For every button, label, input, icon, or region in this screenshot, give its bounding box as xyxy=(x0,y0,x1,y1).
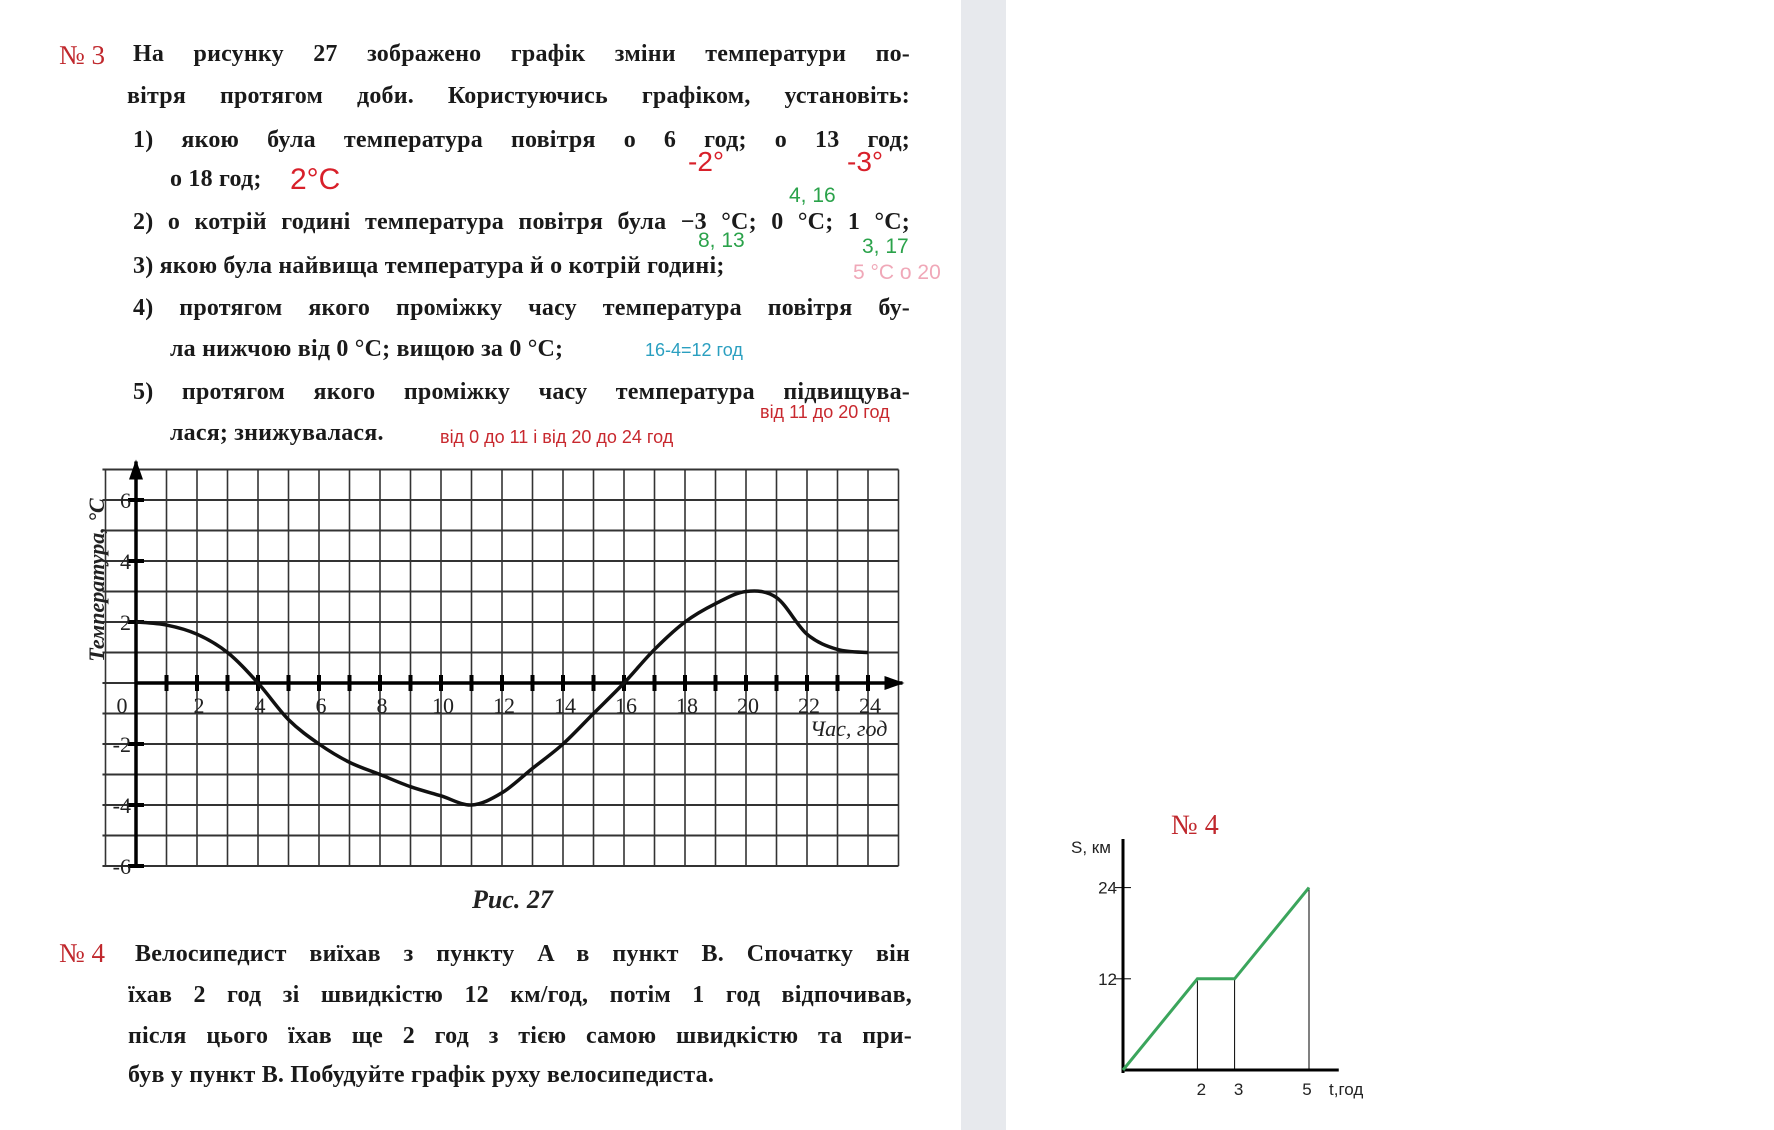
solution-4-title: № 4 xyxy=(1171,810,1219,841)
y-tick-label: 6 xyxy=(120,488,131,513)
x-axis-label: Час, год xyxy=(810,716,888,741)
x-tick-label: 20 xyxy=(737,693,759,718)
x-tick-label: 3 xyxy=(1233,1080,1244,1099)
x-tick-label: 10 xyxy=(432,693,454,718)
figure-caption: Рис. 27 xyxy=(472,885,553,914)
x-tick-label: 4 xyxy=(254,693,266,718)
problem-3-line: 1) якою була температура повітря о 6 год; о 13 год; xyxy=(133,127,910,153)
y-axis-label: S, км xyxy=(1071,838,1111,857)
answer-rising: від 11 до 20 год xyxy=(760,402,890,422)
y-tick-label: -6 xyxy=(112,854,131,879)
x-axis-label: t,год xyxy=(1329,1080,1364,1099)
y-tick-label: 12 xyxy=(1098,969,1117,989)
y-tick-label: 2 xyxy=(120,610,131,635)
answer-falling: від 0 до 11 і від 20 до 24 год xyxy=(440,427,674,447)
x-tick-label: 22 xyxy=(798,693,820,718)
problem-3-line: о 18 год; xyxy=(170,166,262,192)
x-tick-label: 2 xyxy=(1196,1080,1207,1099)
problem-3-line: 2) о котрій годині температура повітря була −3 °С; 0 °С; 1 °С; xyxy=(133,209,910,235)
answer-below-zero: 16-4=12 год xyxy=(645,340,743,360)
problem-4-line: після цього їхав ще 2 год з тією самою швидкістю та при- xyxy=(128,1023,912,1049)
y-tick-label: 4 xyxy=(120,549,131,574)
problem-3-line: лася; знижувалася. xyxy=(170,420,384,446)
x-tick-label: 5 xyxy=(1302,1080,1312,1099)
problem-4-line: їхав 2 год зі швидкістю 12 км/год, потім 1 год відпочивав, xyxy=(128,982,912,1008)
problem-3-line: ла нижчою від 0 °С; вищою за 0 °С; xyxy=(170,336,564,362)
answer-temp-6: -2° xyxy=(688,146,725,177)
x-tick-label: 2 xyxy=(193,693,205,718)
x-tick-label: 12 xyxy=(493,693,515,718)
problem-3-number: № 3 xyxy=(59,40,106,70)
x-tick-label: 8 xyxy=(376,693,388,718)
y-axis-label: Температура, °С xyxy=(84,498,109,662)
distance-line xyxy=(1123,888,1309,1070)
problem-3-line: 5) протягом якого проміжку часу температура підвищува- xyxy=(133,379,910,405)
problem-3-line: вітря протягом доби. Користуючись графіком, установіть: xyxy=(127,83,910,109)
answer-one-hours: 3, 17 xyxy=(862,235,909,258)
answer-temp-18: 2°C xyxy=(290,163,341,196)
x-tick-label: 6 xyxy=(315,693,327,718)
problem-3-line: На рисунку 27 зображено графік зміни температури по- xyxy=(133,41,910,67)
problem-3-line: 3) якою була найвища температура й о котрій годині; xyxy=(133,253,725,279)
x-tick-label: 0 xyxy=(116,693,128,718)
answer-zero-hours: 4, 16 xyxy=(789,184,836,207)
problem-3-line: 4) протягом якого проміжку часу температура повітря бу- xyxy=(133,295,910,321)
problem-4-line: Велосипедист виїхав з пункту A в пункт B. Спочатку він xyxy=(135,941,910,967)
problem-4-number: № 4 xyxy=(59,938,106,968)
problem-4-line: був у пункт B. Побудуйте графік руху велосипедиста. xyxy=(128,1062,715,1088)
x-tick-label: 18 xyxy=(676,693,698,718)
x-tick-label: 16 xyxy=(615,693,637,718)
answer-minus3-hours: 8, 13 xyxy=(698,229,745,252)
y-tick-label: 24 xyxy=(1098,878,1117,898)
x-tick-label: 24 xyxy=(859,693,881,718)
x-axis-arrow xyxy=(885,676,905,690)
answer-temp-13: -3° xyxy=(847,146,884,177)
answer-max-temp: 5 °C о 20 xyxy=(853,261,941,284)
distance-chart xyxy=(1000,820,1420,1130)
y-tick-label: -2 xyxy=(112,732,131,757)
y-tick-label: -4 xyxy=(112,793,131,818)
x-tick-label: 14 xyxy=(554,693,576,718)
